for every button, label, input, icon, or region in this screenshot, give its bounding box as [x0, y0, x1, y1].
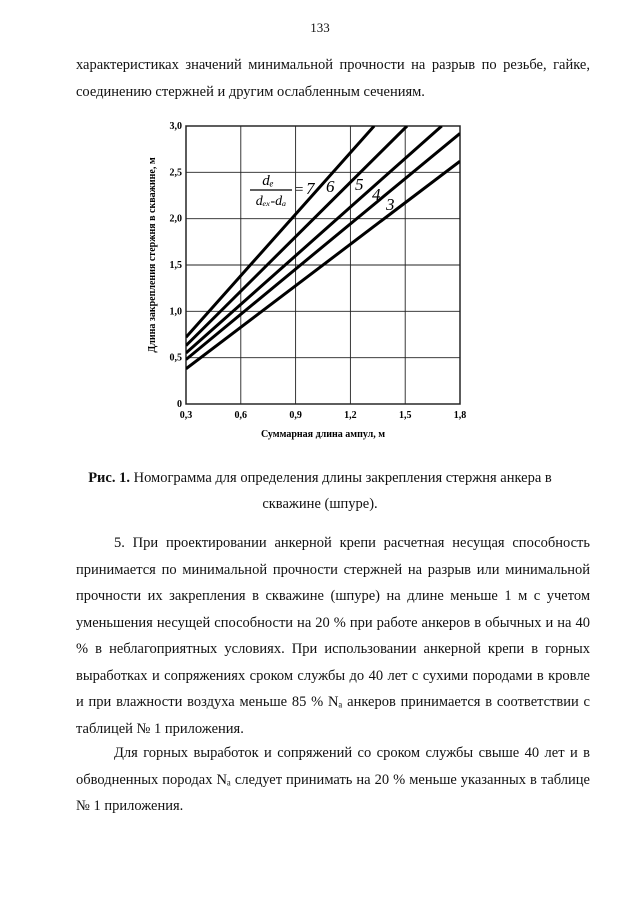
series-line-6 [186, 126, 407, 346]
series-label-7: 7 [306, 179, 315, 198]
paragraph-intro: характеристиках значений минимальной прочности на разрыв по резьбе, гайке, соединению стержней и другим ослабленным сечениям. [76, 57, 590, 100]
x-tick-label: 0,6 [234, 410, 248, 421]
figure-caption [60, 465, 580, 517]
chart-lines [186, 126, 460, 369]
chart-labels [250, 173, 395, 214]
series-label-5: 5 [355, 175, 364, 194]
paragraph-5: 5. При проектировании анкерной крепи расчетная несущая способность принимается по минимальной прочности стержней на разрыв или минимальной прочности их закрепления в скважине (шпуре) на длине меньше 1 м с учетом уменьшения несущей способности на 20 % при работе анкеров в обычных и на 40 % в неблагоприятных условиях. При использовании анкерной крепи в горных выработках и сопряжениях сроком службы до 40 лет с сухими породами в кровле и при влажности воздуха меньше 85 % Nₐ анкеров принимается в соответствии с таблицей № 1 приложения. [76, 535, 590, 737]
formula-numerator: dₑ [262, 173, 274, 189]
series-label-4: 4 [372, 185, 381, 204]
x-axis-label: Суммарная длина ампул, м [260, 429, 386, 440]
series-line-5 [186, 126, 442, 353]
x-tick-label: 0,3 [179, 410, 193, 421]
y-tick-label: 2,5 [169, 167, 182, 179]
y-tick-label: 1,5 [169, 260, 182, 271]
x-tick-label: 1,5 [398, 410, 412, 421]
y-axis-label: Длина закрепления стержня в скважине, м [147, 157, 158, 353]
formula-equals: = [294, 182, 305, 198]
page-number: 133 [310, 20, 330, 35]
series-line-4 [186, 133, 460, 359]
x-tick-label: 1,8 [453, 410, 467, 421]
caption-label: Рис. 1. [88, 470, 130, 486]
formula-denominator: dₑₓ-dₐ [255, 194, 287, 209]
y-tick-label: 0,5 [169, 352, 182, 364]
y-tick-label: 1,0 [169, 306, 182, 318]
caption-text: Номограмма для определения длины закрепления стержня анкера в скважине (шпуре). [129, 470, 552, 512]
y-tick-label: 0 [177, 399, 182, 410]
x-tick-label: 0,9 [289, 410, 302, 421]
series-label-3: 3 [386, 195, 395, 214]
series-line-7 [186, 126, 374, 337]
y-tick-label: 3,0 [169, 121, 182, 132]
series-label-6: 6 [326, 177, 335, 196]
y-tick-label: 2,0 [169, 213, 182, 225]
x-tick-label: 1,2 [344, 410, 357, 421]
paragraph-6: Для горных выработок и сопряжений со сроком службы свыше 40 лет и в обводненных породах Nₐ следует принимать на 20 % меньше указанных в таблице № 1 приложения. [76, 745, 590, 814]
